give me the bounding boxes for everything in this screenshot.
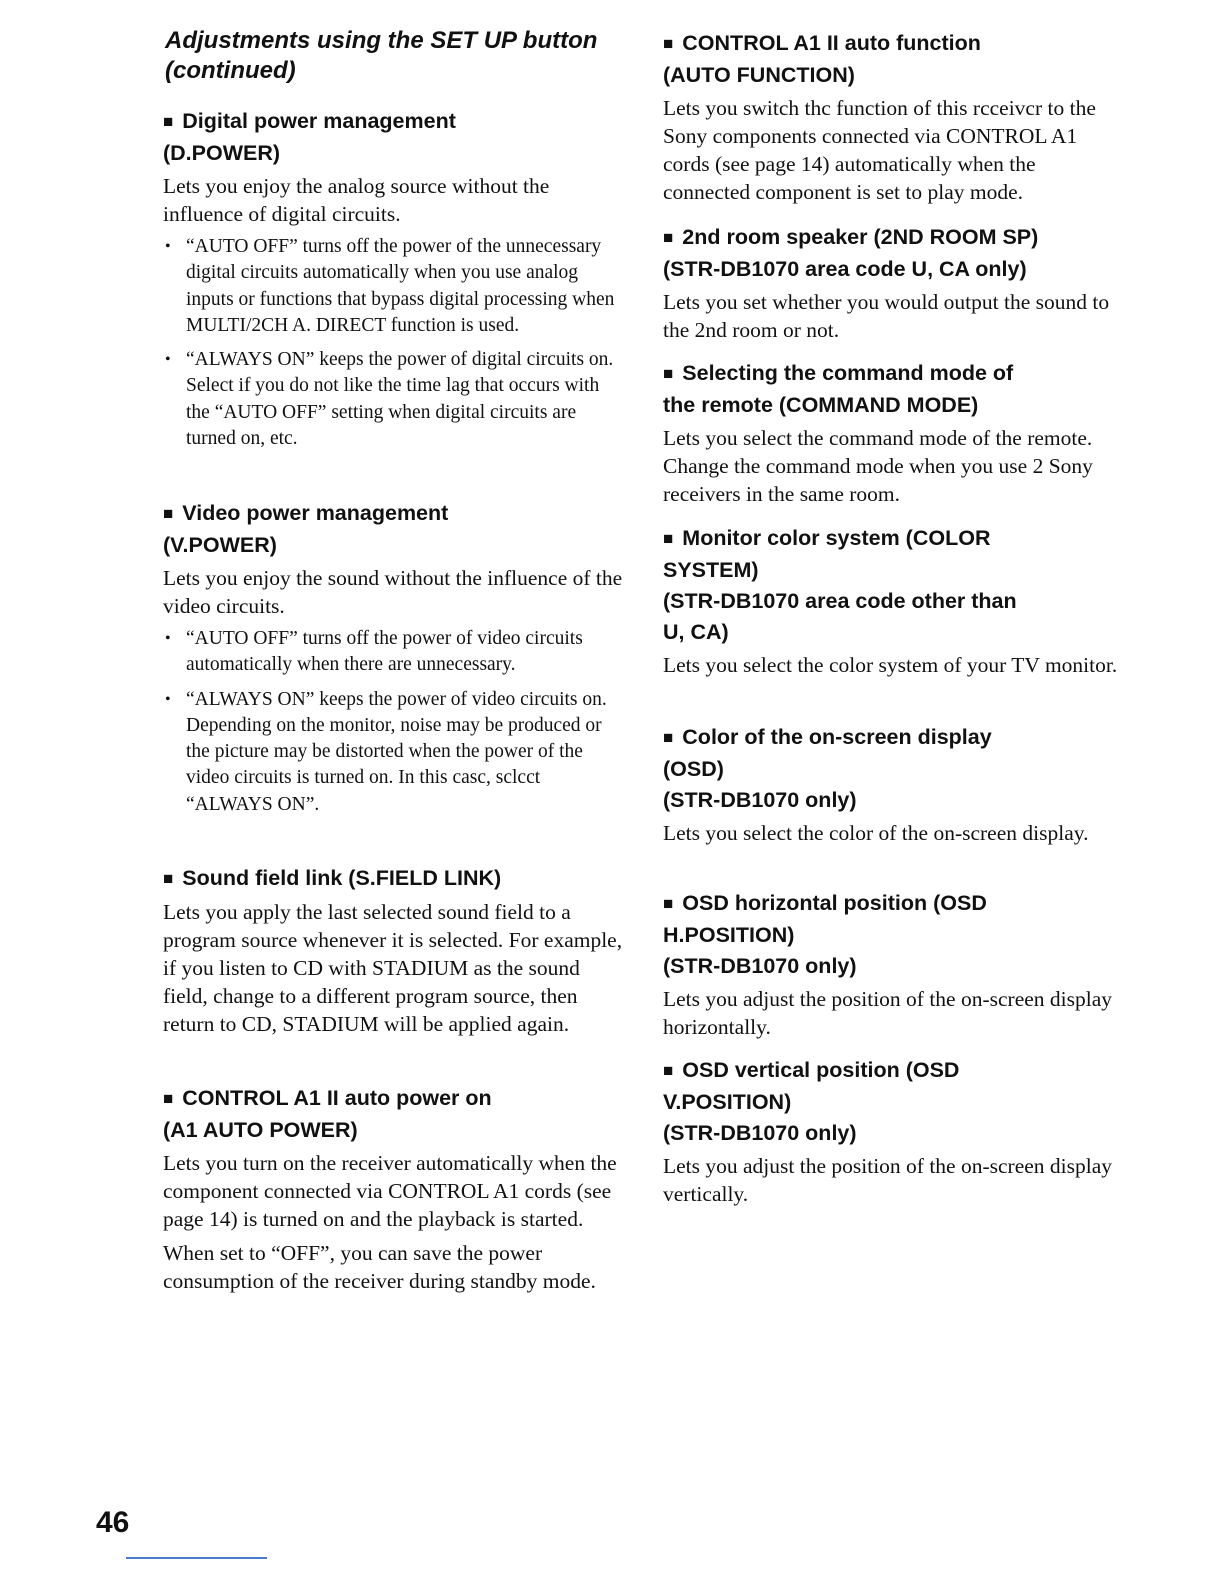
- bullet-item: • “ALWAYS ON” keeps the power of video circuits on. Depending on the monitor, noise may be produced or the picture may be distorted when the power of the video circuits is turned on. In this casc, sclcct “ALWAYS ON”.: [163, 687, 623, 818]
- section-title: [163, 106, 623, 169]
- section-title-line: SYSTEM): [663, 558, 759, 582]
- section-digital-power: [163, 106, 623, 460]
- section-title-line: ■ Sound field link (S.FIELD LINK): [163, 863, 623, 895]
- section-title-line: (STR-DB1070 only): [663, 954, 857, 978]
- section-osd-vertical: [663, 1055, 1123, 1214]
- section-title-line: (STR-DB1070 only): [663, 1121, 857, 1145]
- section-title-line: V.POSITION): [663, 1090, 792, 1114]
- section-color-system: [663, 523, 1123, 685]
- section-title: [663, 222, 1123, 285]
- page-heading-line-2: (continued): [165, 57, 296, 84]
- section-title-line: ■ Video power management: [163, 498, 623, 530]
- section-paragraph: Lets you set whether you would output the sound to the 2nd room or not.: [663, 290, 1110, 342]
- section-title: [163, 1083, 623, 1146]
- section-title: [163, 498, 623, 561]
- bullet-item: • “ALWAYS ON” keeps the power of digital circuits on. Select if you do not like the time lag that occurs with the “AUTO OFF” setting when digital circuits are turned on, etc.: [163, 347, 623, 452]
- section-title-line: ■ OSD vertical position (OSD: [663, 1055, 1123, 1087]
- section-paragraph: Lets you apply the last selected sound field to a program source whenever it is selected. For example, if you listen to CD with STADIUM as the sound field, change to a different program source, then return to CD, STADIUM will be applied again.: [163, 900, 623, 1036]
- section-title-line: H.POSITION): [663, 923, 795, 947]
- section-title-line: ■ 2nd room speaker (2ND ROOM SP): [663, 222, 1123, 254]
- section-paragraph: Lets you turn on the receiver automatically when the component connected via CONTROL A1 cords (see page 14) is turned on and the playback is started.: [163, 1151, 617, 1231]
- page-heading-line-1: Adjustments using the SET UP button: [165, 27, 598, 54]
- bullet-item: • “AUTO OFF” turns off the power of video circuits automatically when there are unnecessary.: [163, 626, 623, 679]
- section-title: [663, 28, 1123, 91]
- section-title-line: U, CA): [663, 620, 729, 644]
- footer-rule: [126, 1557, 267, 1559]
- section-osd-horizontal: [663, 888, 1123, 1047]
- page-heading: [165, 26, 625, 86]
- section-title-line: (OSD): [663, 757, 724, 781]
- section-title: [663, 523, 1123, 648]
- section-paragraph: Lets you select the color system of your TV monitor.: [663, 653, 1118, 677]
- bullet-item: • “AUTO OFF” turns off the power of the unnecessary digital circuits automatically when you use analog inputs or functions that bypass digital processing when MULTI/2CH A. DIRECT function is used.: [163, 234, 623, 339]
- section-title-line: ■ Monitor color system (COLOR: [663, 523, 1123, 555]
- section-title: [663, 722, 1123, 816]
- section-title-line: ■ CONTROL A1 II auto power on: [163, 1083, 623, 1115]
- section-command-mode: [663, 358, 1123, 514]
- section-auto-function: [663, 28, 1123, 212]
- section-title: [163, 863, 623, 895]
- section-title-line: ■ OSD horizontal position (OSD: [663, 888, 1123, 920]
- section-title-line: (STR-DB1070 only): [663, 788, 857, 812]
- section-paragraph: Lets you switch thc function of this rcceivcr to the Sony components connected via CONTROL A1 cords (see page 14) automatically when the connected component is set to play mode.: [663, 96, 1096, 204]
- section-second-room-speaker: [663, 222, 1123, 350]
- section-osd-color: [663, 722, 1123, 853]
- section-video-power: [163, 498, 623, 826]
- section-title-line: (A1 AUTO POWER): [163, 1118, 358, 1142]
- section-title-line: ■ Digital power management: [163, 106, 623, 138]
- section-paragraph: Lets you adjust the position of the on-screen display vertically.: [663, 1154, 1113, 1206]
- section-title: [663, 358, 1123, 421]
- section-title-line: (D.POWER): [163, 141, 281, 165]
- section-title-line: (STR-DB1070 area code other than: [663, 589, 1017, 613]
- bullet-list: [163, 234, 623, 452]
- section-title-line: ■ Color of the on-screen display: [663, 722, 1123, 754]
- page-number: 46: [96, 1506, 130, 1539]
- section-title-line: (STR-DB1070 area code U, CA only): [663, 257, 1027, 281]
- bullet-list: [163, 626, 623, 818]
- section-title-line: ■ CONTROL A1 II auto function: [663, 28, 1123, 60]
- section-paragraph: When set to “OFF”, you can save the power consumption of the receiver during standby mode.: [163, 1241, 596, 1293]
- section-paragraph: Lets you select the command mode of the remote. Change the command mode when you use 2 Sony receivers in the same room.: [663, 426, 1093, 506]
- section-title-line: ■ Selecting the command mode of: [663, 358, 1123, 390]
- section-title: [663, 888, 1123, 982]
- section-paragraph: Lets you select the color of the on-screen display.: [663, 821, 1089, 845]
- section-a1-auto-power: [163, 1083, 623, 1301]
- section-title-line: (V.POWER): [163, 533, 277, 557]
- section-sound-field-link: [163, 863, 623, 1044]
- section-title-line: the remote (COMMAND MODE): [663, 393, 979, 417]
- section-title: [663, 1055, 1123, 1149]
- section-title-line: (AUTO FUNCTION): [663, 63, 855, 87]
- section-paragraph: Lets you adjust the position of the on-screen display horizontally.: [663, 987, 1113, 1039]
- section-paragraph: Lets you enjoy the sound without the influence of the video circuits.: [163, 566, 623, 618]
- section-paragraph: Lets you enjoy the analog source without the influence of digital circuits.: [163, 174, 550, 226]
